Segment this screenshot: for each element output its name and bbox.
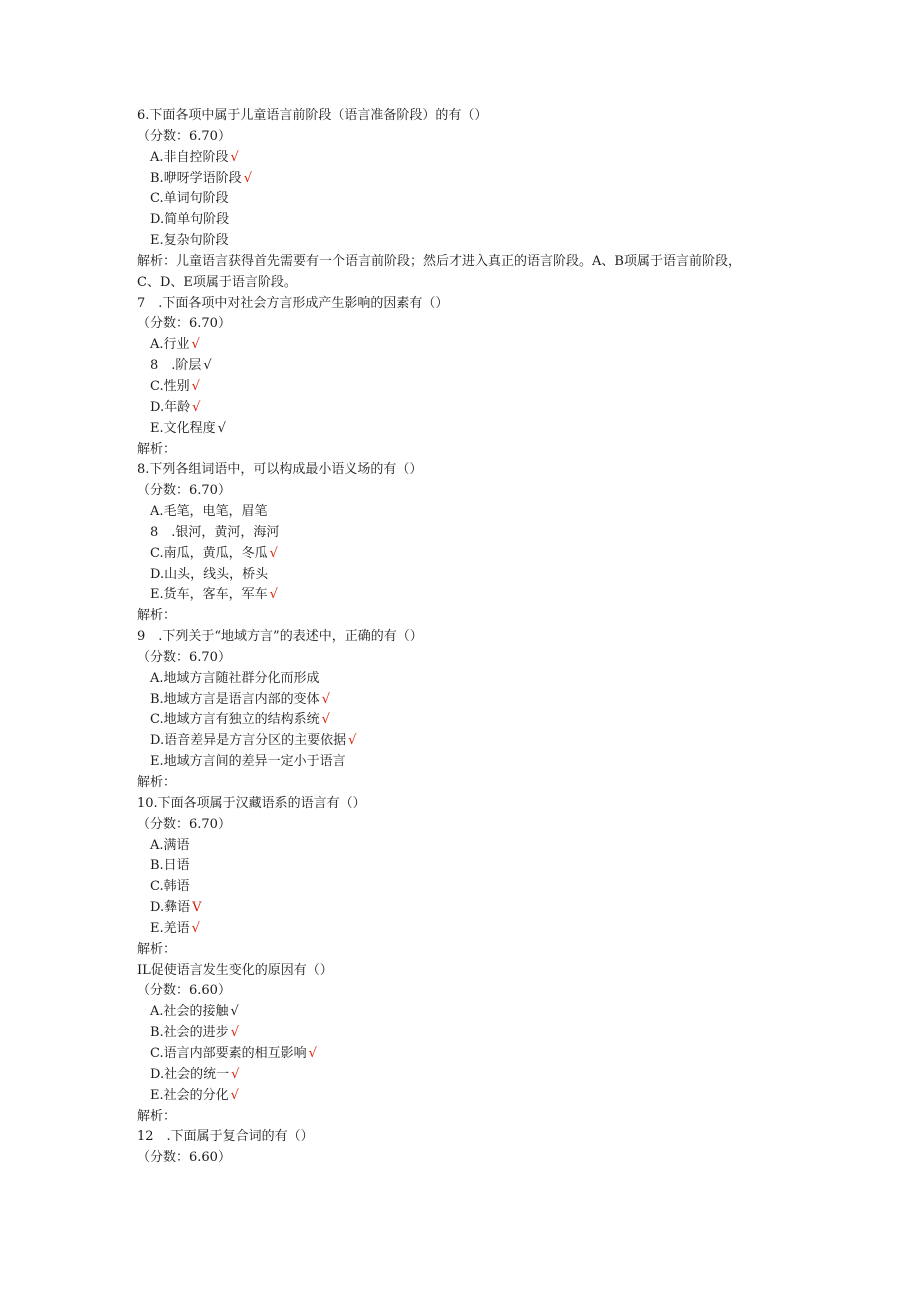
option-label: A.社会的接触 xyxy=(150,1004,229,1020)
option-line xyxy=(137,919,797,940)
question-text xyxy=(137,294,797,315)
line-text: 10.下面各项属于汉藏语系的语言有（） xyxy=(137,795,366,811)
check-mark-icon: √ xyxy=(191,378,200,394)
option-line xyxy=(137,1086,797,1107)
check-mark-icon: √ xyxy=(192,399,201,415)
option-line xyxy=(137,148,797,169)
option-label: E.货车，客车，军车 xyxy=(150,587,268,603)
question-text xyxy=(137,961,797,982)
question-text xyxy=(137,794,797,815)
option-line xyxy=(137,1023,797,1044)
explanation-line xyxy=(137,440,797,461)
option-label: C.地域方言有独立的结构系统 xyxy=(150,712,320,728)
line-text: 6.下面各项中属于儿童语言前阶段（语言准备阶段）的有（） xyxy=(137,108,488,123)
check-mark-icon: √ xyxy=(269,545,278,561)
check-mark-icon: √ xyxy=(321,691,330,707)
score-line xyxy=(137,648,797,669)
option-label: A.非自控阶段 xyxy=(150,149,229,165)
line-text: 解析： xyxy=(137,941,177,957)
option-line xyxy=(137,898,797,919)
option-line xyxy=(137,731,797,752)
check-mark-icon: √ xyxy=(269,587,278,603)
explanation-line xyxy=(137,252,797,273)
option-label: A.行业 xyxy=(150,337,190,353)
option-label: A.满语 xyxy=(150,837,190,853)
line-text: C、D、E项属于语言阶段。 xyxy=(137,274,297,290)
option-label: D.语音差异是方言分区的主要依据 xyxy=(150,733,347,749)
option-label: 8 .阶层 xyxy=(150,358,202,374)
check-mark-icon: √ xyxy=(230,1004,239,1020)
option-label: D.山头，线头，桥头 xyxy=(150,566,269,582)
check-mark-icon: √ xyxy=(321,712,330,728)
option-line xyxy=(137,419,797,440)
check-mark-icon: √ xyxy=(203,358,212,374)
score-line xyxy=(137,481,797,502)
option-line xyxy=(137,877,797,898)
check-mark-icon: V xyxy=(192,900,202,916)
question-text xyxy=(137,1127,797,1148)
option-label: C.韩语 xyxy=(150,879,190,895)
option-label: C.语言内部要素的相互影响 xyxy=(150,1045,307,1061)
option-label: 8 .银河，黄河，海河 xyxy=(150,524,280,540)
score-line xyxy=(137,981,797,1002)
question-text xyxy=(137,627,797,648)
line-text: （分数：6.70） xyxy=(137,816,231,832)
option-line xyxy=(137,544,797,565)
explanation-line xyxy=(137,940,797,961)
option-label: B.日语 xyxy=(150,858,190,874)
option-line xyxy=(137,502,797,523)
check-mark-icon: √ xyxy=(230,149,239,165)
option-label: C.单词句阶段 xyxy=(150,191,229,207)
check-mark-icon: √ xyxy=(230,1025,239,1041)
check-mark-icon: √ xyxy=(348,733,357,749)
question-text xyxy=(137,106,797,127)
option-label: A.地域方言随社群分化而形成 xyxy=(150,670,320,686)
option-line xyxy=(137,189,797,210)
option-line xyxy=(137,210,797,231)
option-line xyxy=(137,669,797,690)
option-label: D.年龄 xyxy=(150,399,191,415)
option-label: E.复杂句阶段 xyxy=(150,233,229,249)
option-label: E.地域方言间的差异一定小于语言 xyxy=(150,754,346,770)
explanation-line xyxy=(137,773,797,794)
option-label: B.咿呀学语阶段 xyxy=(150,170,242,186)
option-label: E.社会的分化 xyxy=(150,1087,229,1103)
explanation-line xyxy=(137,1107,797,1128)
check-mark-icon: √ xyxy=(191,337,200,353)
line-text: （分数：6.60） xyxy=(137,983,231,999)
option-line xyxy=(137,836,797,857)
check-mark-icon: √ xyxy=(308,1045,317,1061)
line-text: 解析： xyxy=(137,775,177,790)
line-text: 7 .下面各项中对社会方言形成产生影响的因素有（） xyxy=(137,295,449,311)
line-text: （分数：6.70） xyxy=(137,316,231,332)
option-line xyxy=(137,398,797,419)
option-line xyxy=(137,565,797,586)
score-line xyxy=(137,314,797,335)
line-text: （分数：6.70） xyxy=(137,649,231,665)
option-label: D.彝语 xyxy=(150,900,191,916)
document-body xyxy=(137,106,797,1169)
explanation-line xyxy=(137,606,797,627)
explanation-line xyxy=(137,273,797,294)
check-mark-icon: √ xyxy=(217,420,226,436)
line-text: 9 .下列关于“地域方言”的表述中，正确的有（） xyxy=(137,629,423,645)
option-label: C.性别 xyxy=(150,378,190,394)
option-line xyxy=(137,1044,797,1065)
option-line xyxy=(137,856,797,877)
question-text xyxy=(137,460,797,481)
option-line xyxy=(137,585,797,606)
score-line xyxy=(137,1148,797,1169)
option-line xyxy=(137,1002,797,1023)
line-text: 解析：儿童语言获得首先需要有一个语言前阶段；然后才进入真正的语言阶段。A、B项属于语言前阶段， xyxy=(137,253,741,269)
line-text: 8.下列各组词语中，可以构成最小语义场的有（） xyxy=(137,462,423,478)
option-label: A.毛笔，电笔，眉笔 xyxy=(150,504,268,520)
line-text: 解析： xyxy=(137,1108,177,1124)
option-line xyxy=(137,377,797,398)
score-line xyxy=(137,127,797,148)
check-mark-icon: √ xyxy=(243,170,252,186)
check-mark-icon: √ xyxy=(230,1087,239,1103)
line-text: 解析： xyxy=(137,608,177,624)
score-line xyxy=(137,815,797,836)
option-line xyxy=(137,690,797,711)
option-label: D.简单句阶段 xyxy=(150,212,230,228)
check-mark-icon: √ xyxy=(231,1066,240,1082)
option-label: E.羌语 xyxy=(150,920,190,936)
option-line xyxy=(137,710,797,731)
option-line xyxy=(137,523,797,544)
line-text: （分数：6.60） xyxy=(137,1150,231,1166)
option-line xyxy=(137,1065,797,1086)
option-label: B.地域方言是语言内部的变体 xyxy=(150,691,320,707)
option-line xyxy=(137,335,797,356)
option-label: B.社会的进步 xyxy=(150,1025,229,1041)
line-text: IL促使语言发生变化的原因有（） xyxy=(137,962,333,978)
option-line xyxy=(137,356,797,377)
line-text: 解析： xyxy=(137,441,177,457)
line-text: 12 .下面属于复合词的有（） xyxy=(137,1129,314,1145)
line-text: （分数：6.70） xyxy=(137,128,231,144)
option-label: E.文化程度 xyxy=(150,420,216,436)
option-label: D.社会的统一 xyxy=(150,1066,230,1082)
option-line xyxy=(137,752,797,773)
option-line xyxy=(137,231,797,252)
check-mark-icon: √ xyxy=(191,920,200,936)
option-label: C.南瓜，黄瓜，冬瓜 xyxy=(150,545,268,561)
line-text: （分数：6.70） xyxy=(137,483,231,499)
option-line xyxy=(137,169,797,190)
